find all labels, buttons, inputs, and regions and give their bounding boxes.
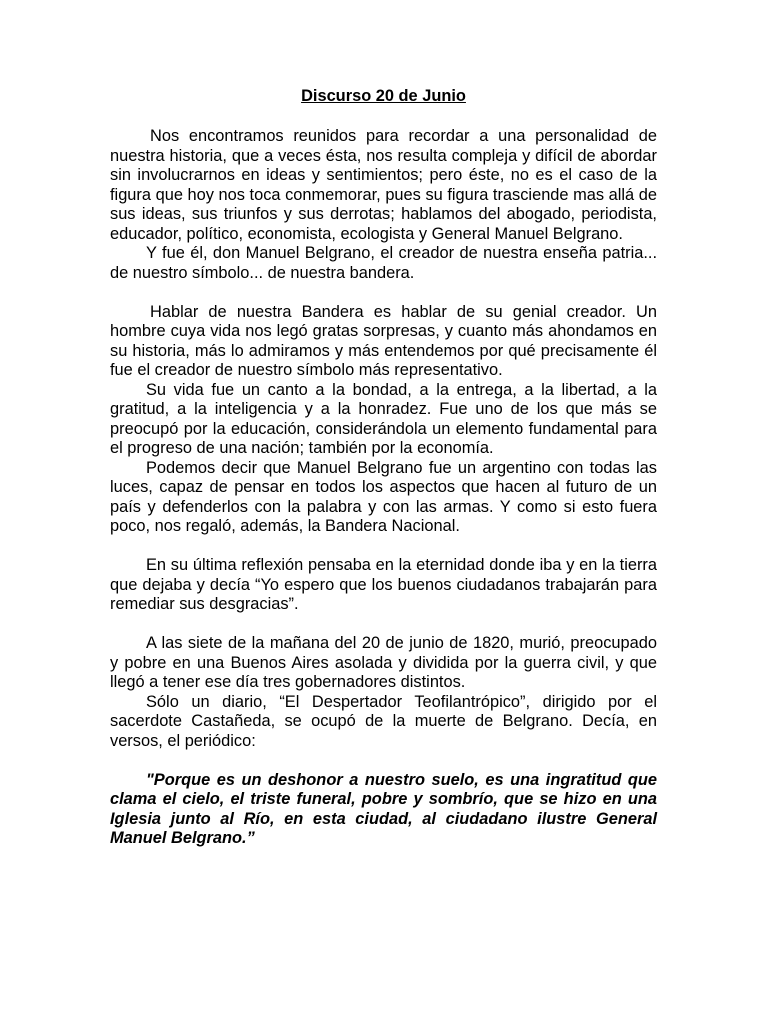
paragraph-intro: Nos encontramos reunidos para recordar a una personalidad de nuestra historia, que a veces ésta, nos resulta compleja y difícil de abordar sin involucrarnos en ideas y sentimientos; pero éste, no es el caso de la figura que hoy nos toca conmemorar, pues su figura trasciende mas allá de sus ideas, sus triunfos y sus derrotas; hablamos del abogado, periodista, educador, político, economista, ecologista y General Manuel Belgrano. — [110, 127, 657, 243]
paragraph-newspaper: Sólo un diario, “El Despertador Teofilantrópico”, dirigido por el sacerdote Castañeda, se ocupó de la muerte de Belgrano. Decía, en versos, el periódico: — [110, 692, 657, 750]
document-title: Discurso 20 de Junio — [301, 87, 466, 105]
paragraph-flag: Hablar de nuestra Bandera es hablar de su genial creador. Un hombre cuya vida nos legó gratas sorpresas, y cuanto más ahondamos en su historia, más lo admiramos y más entendemos por qué precisamente él fue el creador de nuestro símbolo más representativo. — [110, 302, 657, 379]
paragraph-life: Su vida fue un canto a la bondad, a la entrega, a la libertad, a la gratitud, a la inteligencia y a la honradez. Fue uno de los que más se preocupó por la educación, considerándola un elemento fundamental para el progreso de una nación; también por la economía. — [110, 380, 657, 457]
paragraph-quote: "Porque es un deshonor a nuestro suelo, es una ingratitud que clama el cielo, el triste funeral, pobre y sombrío, que se hizo en una Iglesia junto al Río, en esta ciudad, al ciudadano ilustre General Manuel Belgrano.” — [110, 770, 657, 847]
paragraph-death: A las siete de la mañana del 20 de junio de 1820, murió, preocupado y pobre en una Buenos Aires asolada y dividida por la guerra civil, y que llegó a tener ese día tres gobernadores distintos. — [110, 634, 657, 691]
document-body — [110, 86, 657, 849]
paragraph-creator: Y fue él, don Manuel Belgrano, el creador de nuestra enseña patria... de nuestro símbolo... de nuestra bandera. — [110, 244, 657, 282]
paragraph-reflection: En su última reflexión pensaba en la eternidad donde iba y en la tierra que dejaba y decía “Yo espero que los buenos ciudadanos trabajarán para remediar sus desgracias”. — [110, 556, 657, 613]
paragraph-argentine: Podemos decir que Manuel Belgrano fue un argentino con todas las luces, capaz de pensar en todos los aspectos que hacen al futuro de un país y defenderlos con la palabra y con las armas. Y como si esto fuera poco, nos regaló, además, la Bandera Nacional. — [110, 458, 657, 535]
